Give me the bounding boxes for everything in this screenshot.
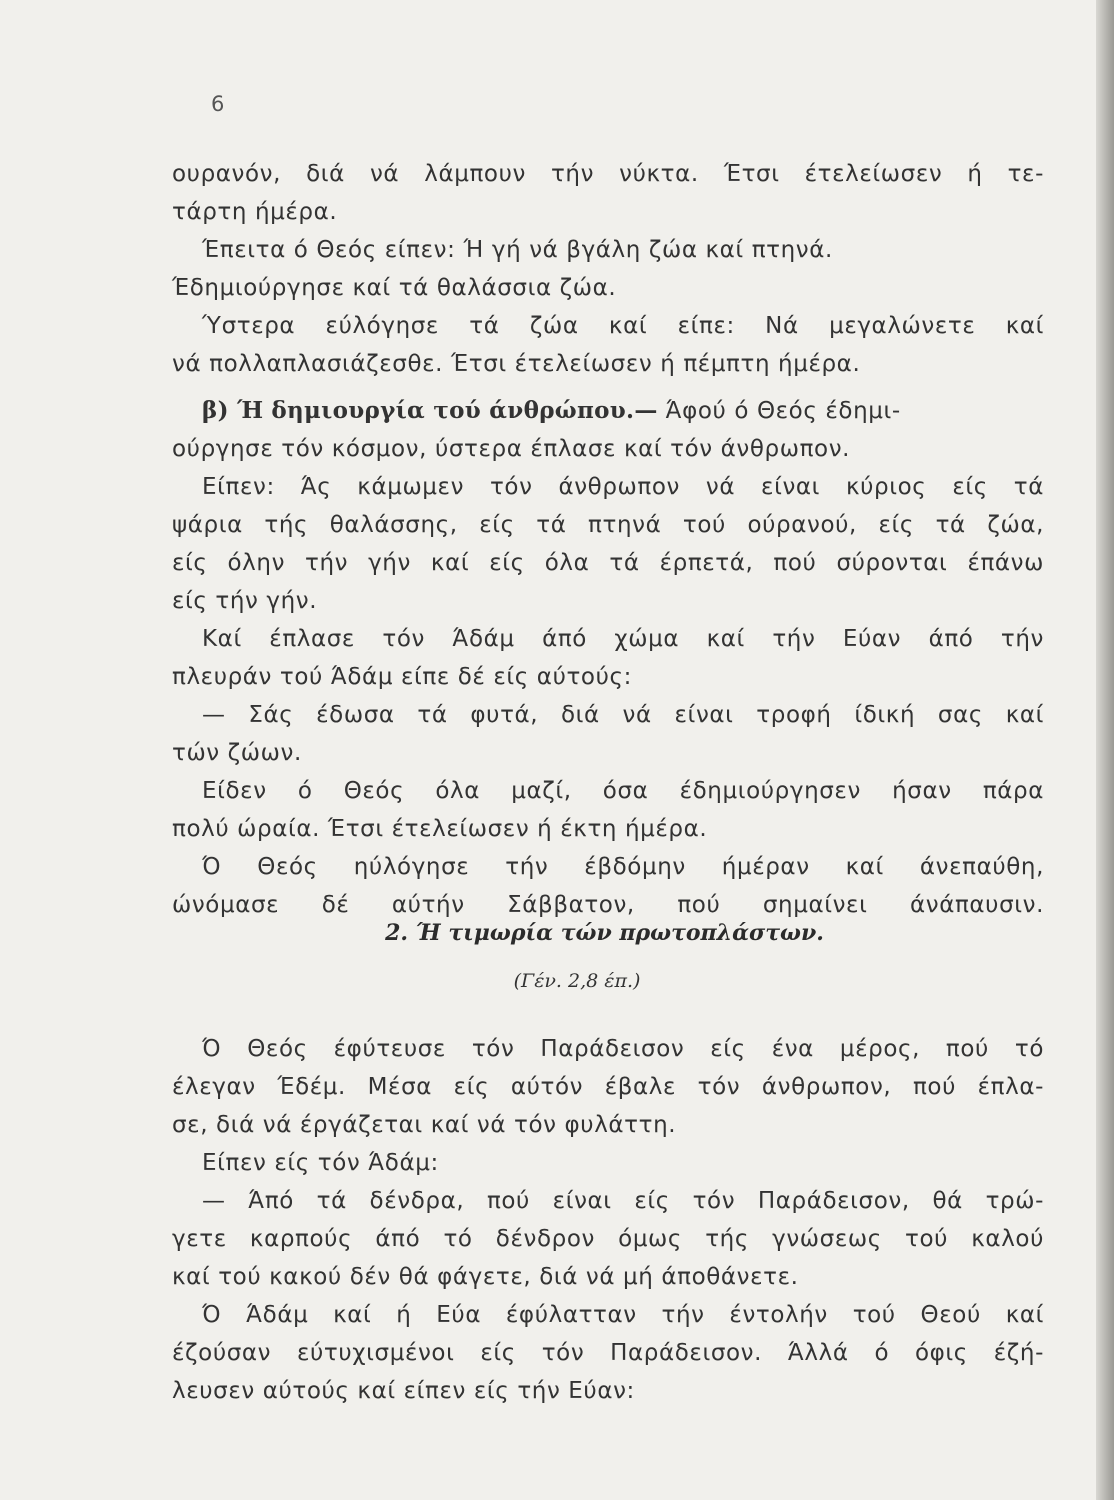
subheading: β) Ή δημιουργία τού άνθρώπου.—	[202, 397, 658, 424]
text-fragment: Άφού ό Θεός έδημι-	[665, 398, 901, 424]
text-line: καί τού κακού δέν θά φάγετε, διά νά μή άποθάνετε.	[172, 1264, 799, 1290]
section-reference: (Γέν. 2,8 έπ.)	[513, 970, 641, 992]
text-line: Είπεν είς τόν Άδάμ:	[202, 1150, 439, 1176]
text-line: ουρανόν, διά νά λάμπουν τήν νύκτα. Έτσι έτελείωσεν ή τε-	[172, 161, 1044, 187]
paragraph-block-creation-days	[172, 155, 1044, 383]
text-line: πλευράν τού Άδάμ είπε δέ είς αύτούς:	[172, 664, 632, 690]
text-line: νά πολλαπλασιάζεσθε. Έτσι έτελείωσεν ή πέμπτη ήμέρα.	[172, 351, 861, 377]
text-line: λευσεν αύτούς καί είπεν είς τήν Εύαν:	[172, 1378, 635, 1404]
text-line: — Σάς έδωσα τά φυτά, διά νά είναι τροφή ίδική σας καί	[202, 702, 1044, 728]
paragraph-block-punishment	[172, 1030, 1044, 1410]
text-line: έζούσαν εύτυχισμένοι είς τόν Παράδεισον. Άλλά ό όφις έζή-	[172, 1340, 1044, 1366]
text-line: ψάρια τής θαλάσσης, είς τά πτηνά τού ούρανού, είς τά ζώα,	[172, 512, 1044, 538]
text-line	[172, 392, 1044, 430]
text-line: — Άπό τά δένδρα, πού είναι είς τόν Παράδεισον, θά τρώ-	[202, 1188, 1044, 1214]
section-title: 2. Ή τιμωρία τών πρωτοπλάστων.	[385, 920, 824, 946]
text-line: Είπεν: Άς κάμωμεν τόν άνθρωπον νά είναι κύριος είς τά	[202, 474, 1044, 500]
text-line: Ό Θεός ηύλόγησε τήν έβδόμην ήμέραν καί άνεπαύθη,	[202, 854, 1044, 880]
text-line: Καί έπλασε τόν Άδάμ άπό χώμα καί τήν Εύαν άπό τήν	[202, 626, 1044, 652]
page-edge-shadow	[1096, 0, 1114, 1500]
text-line: σε, διά νά έργάζεται καί νά τόν φυλάττη.	[172, 1112, 677, 1138]
text-line: Ό Θεός έφύτευσε τόν Παράδεισον είς ένα μέρος, πού τό	[202, 1036, 1044, 1062]
text-line: γετε καρπούς άπό τό δένδρον όμως τής γνώσεως τού καλού	[172, 1226, 1044, 1252]
text-line: Έπειτα ό Θεός είπεν: Ή γή νά βγάλη ζώα καί πτηνά.	[202, 237, 833, 263]
text-line: ώνόμασε δέ αύτήν Σάββατον, πού σημαίνει άνάπαυσιν.	[172, 892, 1044, 918]
text-line: έλεγαν Έδέμ. Μέσα είς αύτόν έβαλε τόν άνθρωπον, πού έπλα-	[172, 1074, 1044, 1100]
text-line: είς τήν γήν.	[172, 588, 318, 614]
text-line: Ύστερα εύλόγησε τά ζώα καί είπε: Νά μεγαλώνετε καί	[202, 313, 1044, 339]
text-line: Έδημιούργησε καί τά θαλάσσια ζώα.	[172, 275, 617, 301]
text-line: Ό Άδάμ καί ή Εύα έφύλατταν τήν έντολήν τού Θεού καί	[202, 1302, 1044, 1328]
text-line: πολύ ώραία. Έτσι έτελείωσεν ή έκτη ήμέρα.	[172, 816, 708, 842]
text-line: τάρτη ήμέρα.	[172, 199, 338, 225]
text-line: Είδεν ό Θεός όλα μαζί, όσα έδημιούργησεν ήσαν πάρα	[202, 778, 1044, 804]
text-line: τών ζώων.	[172, 740, 302, 766]
paragraph-block-creation-of-man	[172, 392, 1044, 924]
text-line: ούργησε τόν κόσμον, ύστερα έπλασε καί τόν άνθρωπον.	[172, 436, 851, 462]
text-line: είς όλην τήν γήν καί είς όλα τά έρπετά, πού σύρονται έπάνω	[172, 550, 1044, 576]
page-number: 6	[211, 92, 225, 116]
